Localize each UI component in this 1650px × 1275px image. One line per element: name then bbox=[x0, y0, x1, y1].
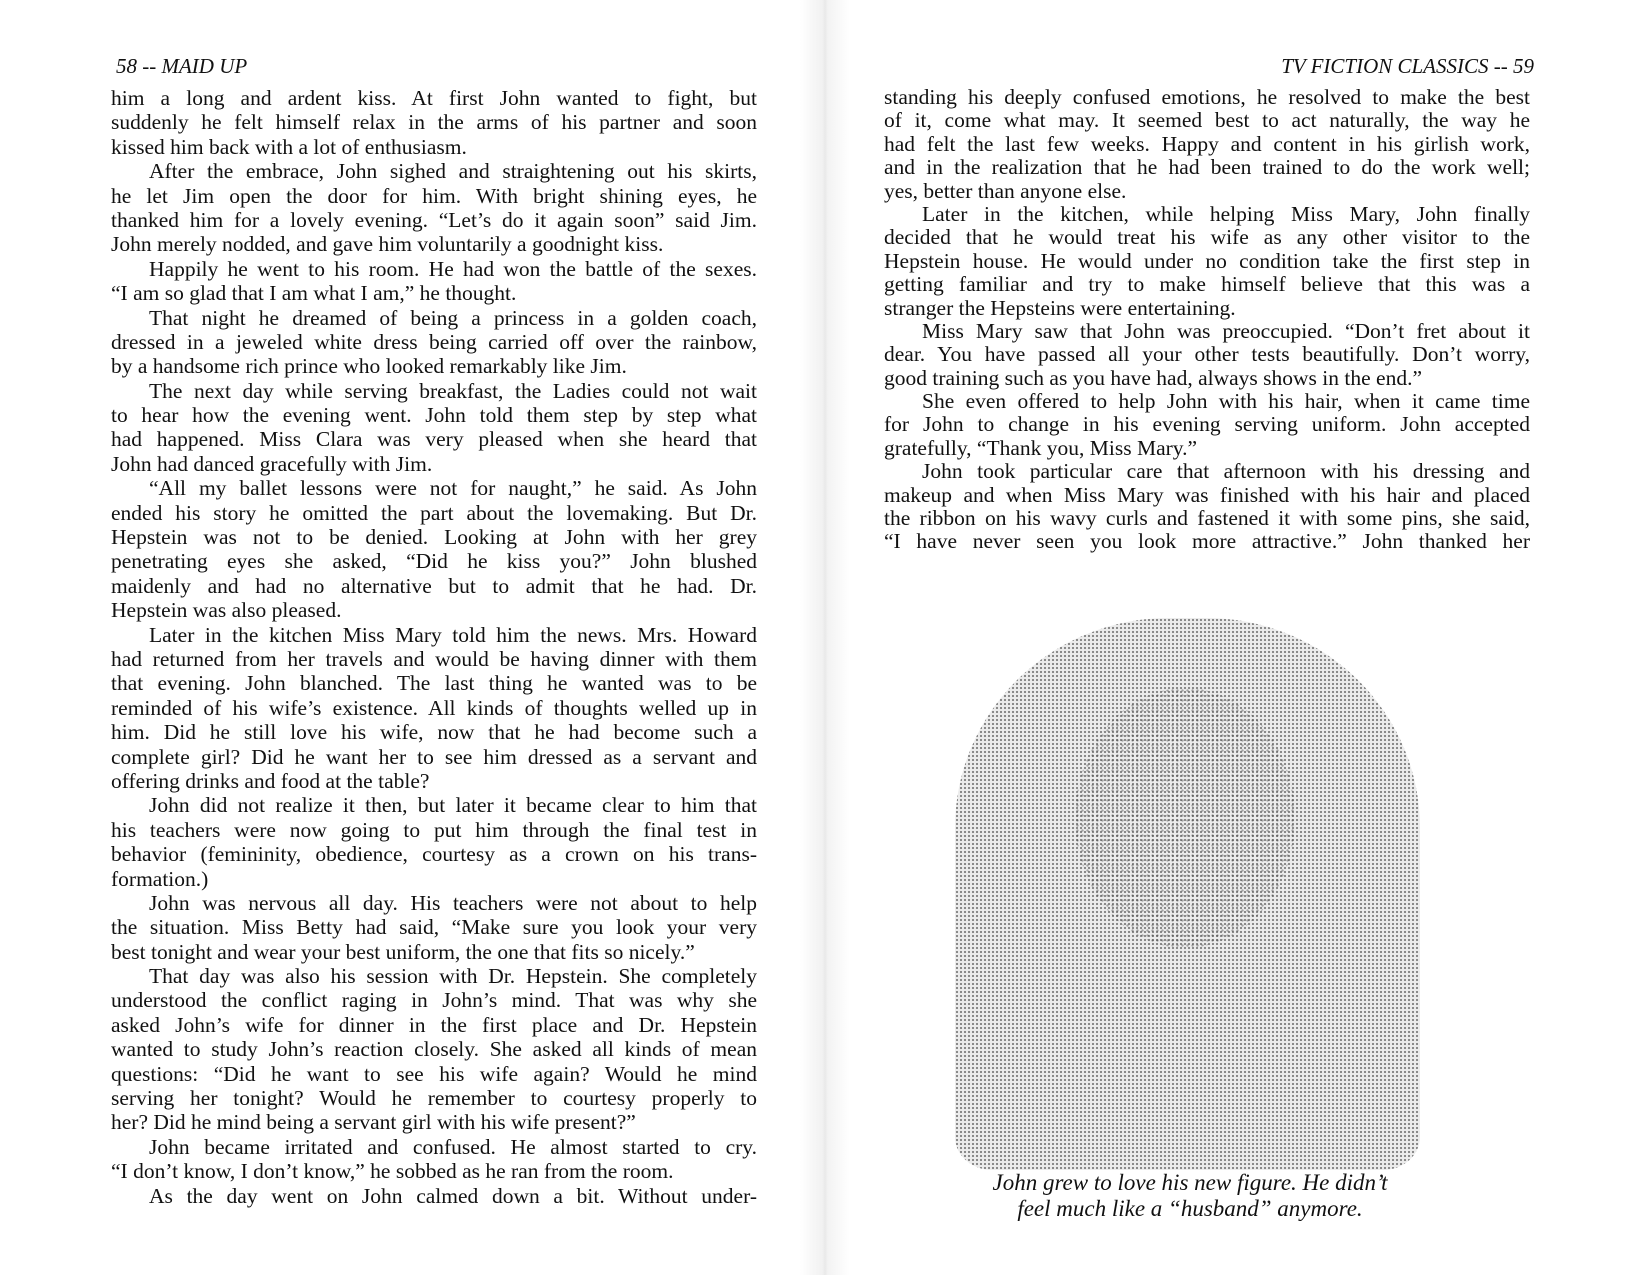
text-line: the situation. Miss Betty had said, “Make sure you look your very bbox=[111, 915, 757, 940]
text-line: Later in the kitchen Miss Mary told him the news. Mrs. Howard bbox=[149, 622, 757, 647]
text-line: “I have never seen you look more attractive.” John thanked her bbox=[884, 529, 1530, 554]
text-line: of it, come what may. It seemed best to act naturally, the way he bbox=[884, 108, 1530, 133]
text-line: “I don’t know, I don’t know,” he sobbed as he ran from the room. bbox=[111, 1159, 674, 1184]
text-line: After the embrace, John sighed and straightening out his skirts, bbox=[149, 159, 757, 184]
text-line: John was nervous all day. His teachers were not about to help bbox=[149, 890, 757, 915]
text-line: “I am so glad that I am what I am,” he thought. bbox=[111, 281, 517, 306]
caption-line: John grew to love his new figure. He didn’t bbox=[992, 1170, 1388, 1195]
text-line: Hepstein was also pleased. bbox=[111, 598, 342, 623]
text-line: Hepstein house. He would under no condition take the first step in bbox=[884, 248, 1530, 273]
text-line: best tonight and wear your best uniform, the one that fits so nicely.” bbox=[111, 939, 695, 964]
text-line: gratefully, “Thank you, Miss Mary.” bbox=[884, 435, 1198, 460]
text-line: Happily he went to his room. He had won the battle of the sexes. bbox=[149, 256, 757, 281]
text-line: to hear how the evening went. John told them step by step what bbox=[111, 403, 757, 428]
text-line: his teachers were now going to put him through the final test in bbox=[111, 817, 757, 842]
text-line: John did not realize it then, but later it became clear to him that bbox=[149, 793, 757, 818]
text-line: him a long and ardent kiss. At first John wanted to fight, but bbox=[111, 86, 757, 110]
text-line: dear. You have passed all your other tests beautifully. Don’t worry, bbox=[884, 342, 1530, 367]
right-page-header: TV FICTION CLASSICS -- 59 bbox=[1281, 54, 1534, 78]
text-line: and in the realization that he had been trained to do the work well; bbox=[884, 155, 1530, 180]
text-line: that evening. John blanched. The last thing he wanted was to be bbox=[111, 671, 757, 696]
text-line: decided that he would treat his wife as any other visitor to the bbox=[884, 225, 1530, 250]
text-line: Later in the kitchen, while helping Miss Mary, John finally bbox=[922, 201, 1530, 226]
text-line: for John to change in his evening serving uniform. John accepted bbox=[884, 412, 1530, 437]
text-line: dressed in a jeweled white dress being carried off over the rainbow, bbox=[111, 329, 757, 354]
text-line: understood the conflict raging in John’s mind. That was why she bbox=[111, 988, 757, 1013]
text-line: As the day went on John calmed down a bit. Without under- bbox=[149, 1183, 757, 1208]
text-line: “All my ballet lessons were not for naught,” he said. As John bbox=[149, 476, 757, 501]
text-line: ended his story he omitted the part about the lovemaking. But Dr. bbox=[111, 500, 757, 525]
text-line: getting familiar and try to make himself believe that this was a bbox=[884, 272, 1530, 297]
text-line: That day was also his session with Dr. Hepstein. She completely bbox=[149, 964, 757, 989]
text-line: yes, better than anyone else. bbox=[884, 178, 1127, 203]
text-line: had happened. Miss Clara was very pleased when she heard that bbox=[111, 427, 757, 452]
text-line: John had danced gracefully with Jim. bbox=[111, 451, 433, 476]
text-line: kissed him back with a lot of enthusiasm. bbox=[111, 134, 467, 159]
text-line: had returned from her travels and would be having dinner with them bbox=[111, 646, 757, 671]
text-line: Miss Mary saw that John was preoccupied. “Don’t fret about it bbox=[922, 318, 1530, 343]
illustration-shading bbox=[1075, 688, 1295, 948]
book-gutter bbox=[800, 0, 850, 1275]
text-line: her? Did he mind being a servant girl with his wife present?” bbox=[111, 1110, 636, 1135]
text-line: penetrating eyes she asked, “Did he kiss you?” John blushed bbox=[111, 549, 757, 574]
text-line: John took particular care that afternoon with his dressing and bbox=[922, 459, 1530, 484]
text-line: behavior (femininity, obedience, courtesy as a crown on his trans- bbox=[111, 842, 757, 867]
text-line: serving her tonight? Would he remember to courtesy properly to bbox=[111, 1086, 757, 1111]
text-line: thanked him for a lovely evening. “Let’s do it again soon” said Jim. bbox=[111, 207, 757, 232]
text-line: suddenly he felt himself relax in the arms of his partner and soon bbox=[111, 110, 757, 135]
caption-line: feel much like a “husband” anymore. bbox=[1017, 1196, 1363, 1221]
text-line: he let Jim open the door for him. With bright shining eyes, he bbox=[111, 183, 757, 208]
text-line: makeup and when Miss Mary was finished with his hair and placed bbox=[884, 482, 1530, 507]
text-line: by a handsome rich prince who looked remarkably like Jim. bbox=[111, 354, 627, 379]
text-line: had felt the last few weeks. Happy and content in his girlish work, bbox=[884, 131, 1530, 156]
text-line: standing his deeply confused emotions, he resolved to make the best bbox=[884, 85, 1530, 109]
left-page-header: 58 -- MAID UP bbox=[116, 54, 248, 78]
text-line: complete girl? Did he want her to see him dressed as a servant and bbox=[111, 744, 757, 769]
illustration-caption bbox=[900, 1170, 1480, 1222]
text-line: That night he dreamed of being a princess in a golden coach, bbox=[149, 305, 757, 330]
right-page-body bbox=[884, 86, 1530, 554]
text-line: him. Did he still love his wife, now that he had become such a bbox=[111, 720, 757, 745]
left-page-body bbox=[111, 86, 757, 1208]
text-line: John merely nodded, and gave him voluntarily a goodnight kiss. bbox=[111, 232, 664, 257]
illustration bbox=[955, 618, 1420, 1170]
text-line: good training such as you have had, always shows in the end.” bbox=[884, 365, 1422, 390]
text-line: wanted to study John’s reaction closely. She asked all kinds of mean bbox=[111, 1037, 757, 1062]
text-line: questions: “Did he want to see his wife again? Would he mind bbox=[111, 1061, 757, 1086]
text-line: The next day while serving breakfast, the Ladies could not wait bbox=[149, 378, 757, 403]
text-line: maidenly and had no alternative but to admit that he had. Dr. bbox=[111, 573, 757, 598]
text-line: reminded of his wife’s existence. All kinds of thoughts welled up in bbox=[111, 695, 757, 720]
text-line: formation.) bbox=[111, 866, 209, 891]
text-line: John became irritated and confused. He almost started to cry. bbox=[149, 1134, 757, 1159]
text-line: the ribbon on his wavy curls and fastened it with some pins, she said, bbox=[884, 506, 1530, 531]
text-line: stranger the Hepsteins were entertaining. bbox=[884, 295, 1236, 320]
text-line: Hepstein was not to be denied. Looking at John with her grey bbox=[111, 525, 757, 550]
text-line: She even offered to help John with his hair, when it came time bbox=[922, 389, 1530, 414]
text-line: asked John’s wife for dinner in the first place and Dr. Hepstein bbox=[111, 1012, 757, 1037]
text-line: offering drinks and food at the table? bbox=[111, 768, 430, 793]
